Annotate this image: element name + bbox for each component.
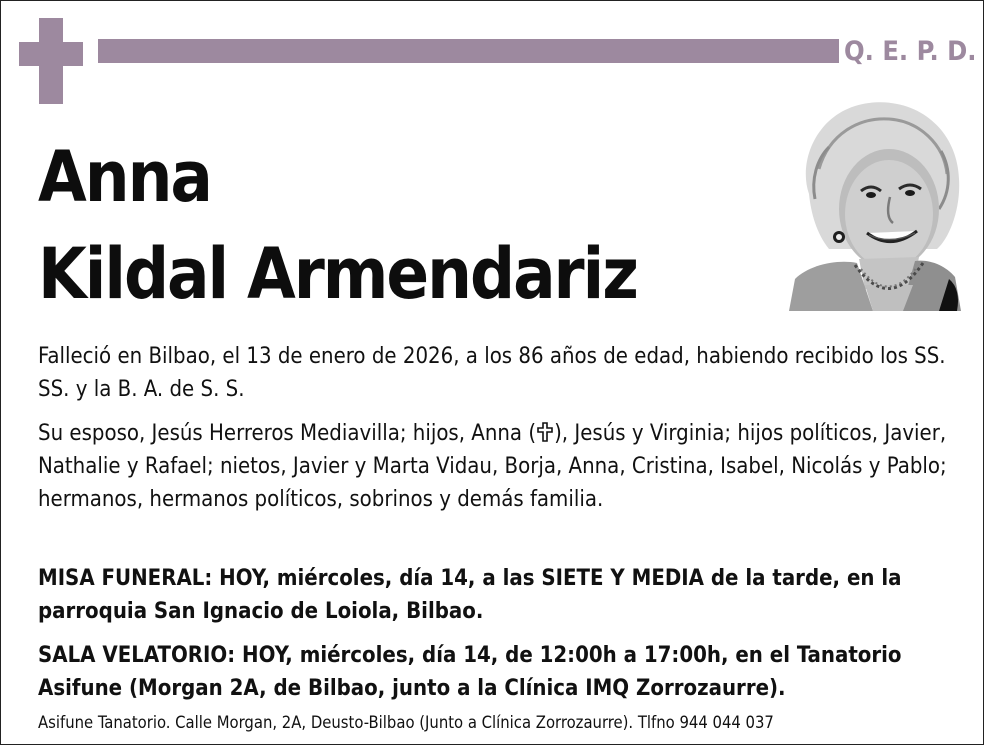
death-notice-text: Falleció en Bilbao, el 13 de enero de 2026, a los 86 años de edad, habiendo recibido los SS. SS. y la B. A. de S. S. — [38, 344, 946, 402]
portrait-photo — [789, 99, 961, 311]
rip-label: Q. E. P. D. — [844, 36, 977, 67]
family-text-end: ), Jesús y Virginia; hijos políticos, Javier, Nathalie y Rafael; nietos, Javier y Marta Vidau, Borja, Anna, Cristina, Isabel, Nicolás y Pablo; hermanos, hermanos políticos, sobrinos y demás familia. — [38, 421, 947, 512]
deceased-surnames: Kildal Armendariz — [38, 233, 637, 315]
deceased-first-name: Anna — [38, 136, 211, 218]
funeral-home-info: Asifune Tanatorio. Calle Morgan, 2A, Deusto-Bilbao (Junto a Clínica Zorrozaurre). Tlfno 944 044 037 — [38, 713, 774, 732]
cross-icon — [19, 18, 83, 104]
family-text-start: Su esposo, Jesús Herreros Mediavilla; hijos, Anna ( — [38, 421, 537, 446]
funeral-mass-text: MISA FUNERAL: HOY, miércoles, día 14, a las SIETE Y MEDIA de la tarde, en la parroquia San Ignacio de Loiola, Bilbao. — [38, 566, 902, 624]
family-paragraph — [38, 417, 958, 516]
wake-room-text: SALA VELATORIO: HOY, miércoles, día 14, de 12:00h a 17:00h, en el Tanatorio Asifune (Morgan 2A, de Bilbao, junto a la Clínica IMQ Zorrozaurre). — [38, 643, 902, 701]
header-rule — [98, 39, 839, 63]
small-cross-icon — [536, 422, 554, 442]
